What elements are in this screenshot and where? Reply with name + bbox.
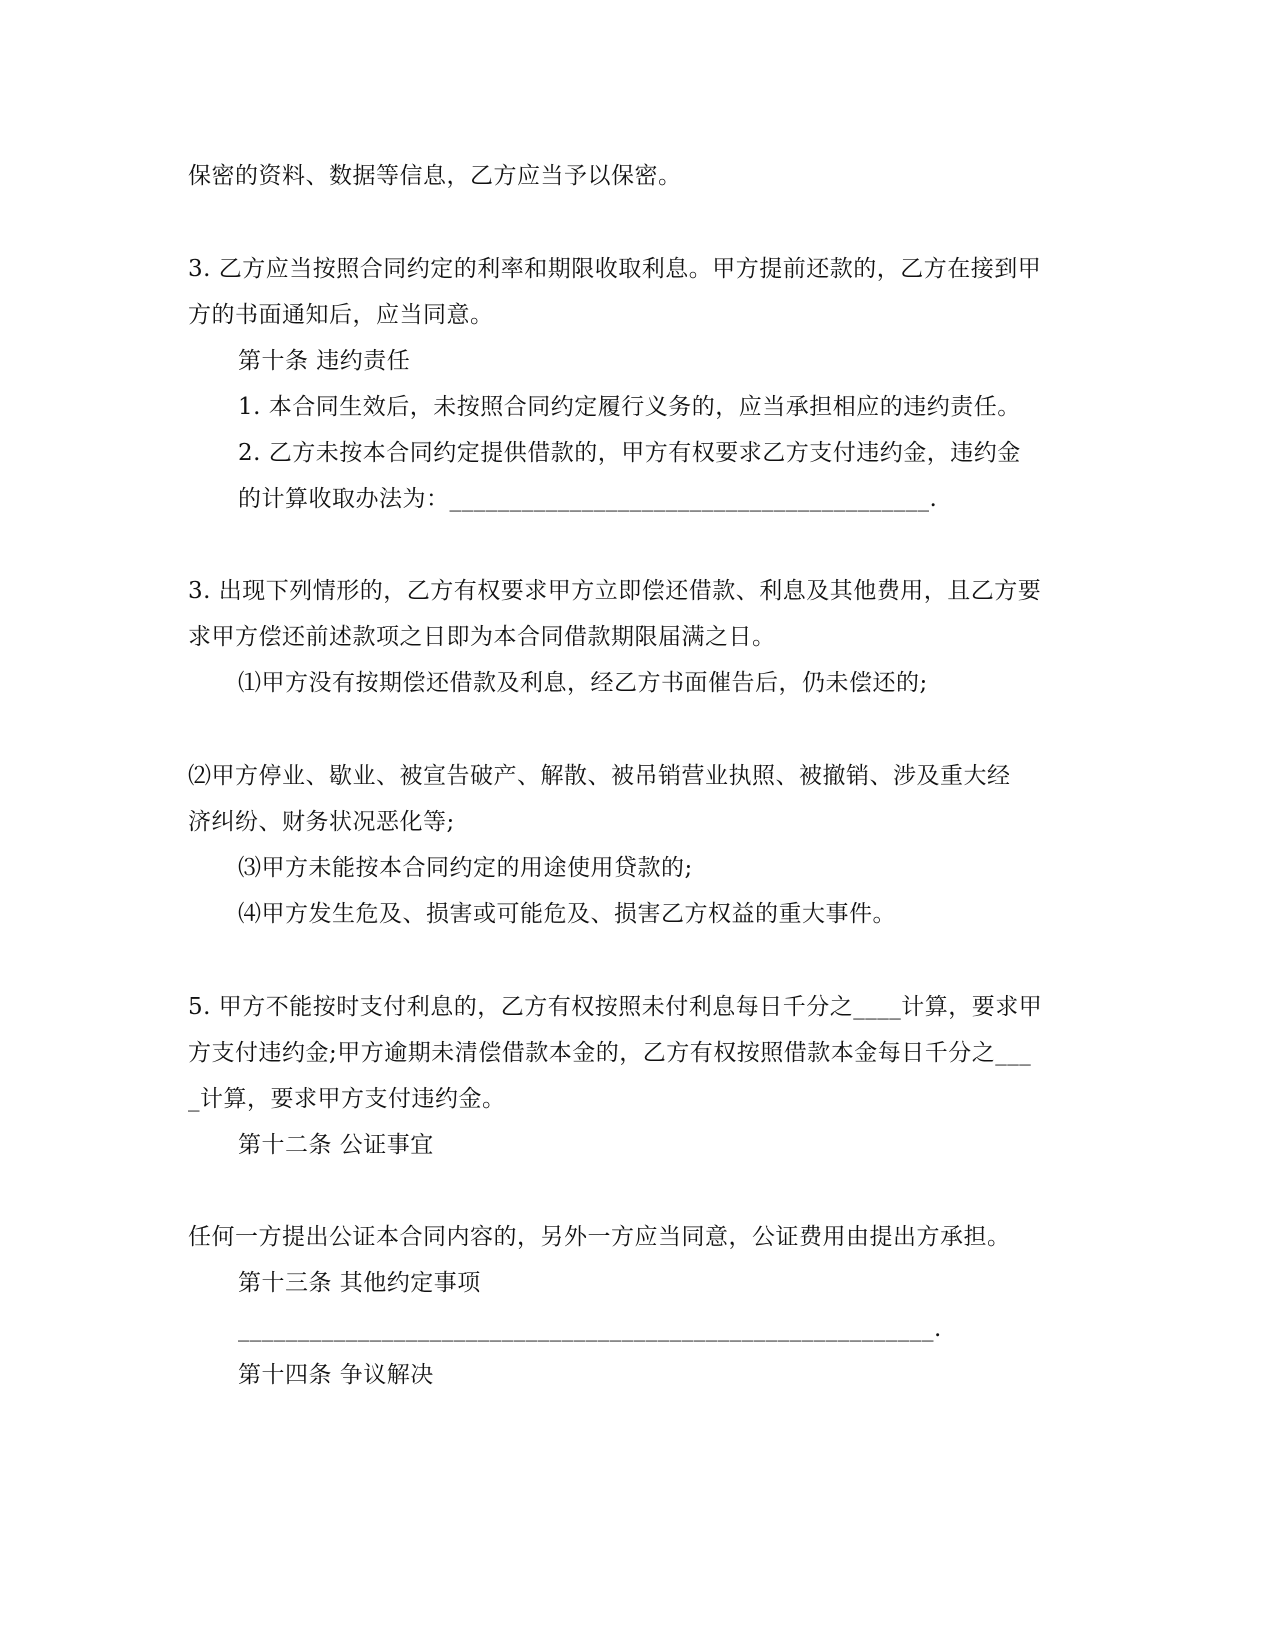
- text-line-clause-1-liability: 1. 本合同生效后，未按照合同约定履行义务的，应当承担相应的违约责任。: [238, 394, 1021, 420]
- text-line-notarization: 任何一方提出公证本合同内容的，另外一方应当同意，公证费用由提出方承担。: [188, 1224, 1011, 1250]
- text-line-penalty-method-blank: 的计算收取办法为：________________________________________.: [238, 486, 938, 512]
- text-line-maturity-date: 求甲方偿还前述款项之日即为本合同借款期限届满之日。: [188, 624, 776, 650]
- text-line-clause-2-penalty: 2. 乙方未按本合同约定提供借款的，甲方有权要求乙方支付违约金，违约金: [238, 440, 1021, 466]
- text-line-written-notice: 方的书面通知后，应当同意。: [188, 302, 494, 328]
- text-line-clause-5-late-interest: 5. 甲方不能按时支付利息的，乙方有权按照未付利息每日千分之____计算，要求甲: [188, 994, 1043, 1020]
- article-heading-14: 第十四条 争议解决: [238, 1362, 434, 1388]
- list-item-condition-3: ⑶甲方未能按本合同约定的用途使用贷款的;: [238, 855, 693, 881]
- article-heading-13: 第十三条 其他约定事项: [238, 1270, 481, 1296]
- list-item-condition-4: ⑷甲方发生危及、损害或可能危及、损害乙方权益的重大事件。: [238, 901, 896, 927]
- text-line-late-principal-cont: _计算，要求甲方支付违约金。: [188, 1086, 506, 1112]
- text-line-late-principal: 方支付违约金;甲方逾期未清偿借款本金的，乙方有权按照借款本金每日千分之___: [188, 1040, 1032, 1066]
- list-item-condition-2: ⑵甲方停业、歇业、被宣告破产、解散、被吊销营业执照、被撤销、涉及重大经: [188, 763, 1011, 789]
- text-line-confidentiality: 保密的资料、数据等信息，乙方应当予以保密。: [188, 163, 682, 189]
- list-item-condition-1: ⑴甲方没有按期偿还借款及利息，经乙方书面催告后，仍未偿还的;: [238, 670, 928, 696]
- text-line-clause-3-conditions: 3. 出现下列情形的，乙方有权要求甲方立即偿还借款、利息及其他费用，且乙方要: [188, 578, 1042, 604]
- article-heading-12: 第十二条 公证事宜: [238, 1132, 434, 1158]
- text-line-other-matters-blank: __________________________________________________________.: [238, 1316, 942, 1342]
- article-heading-10: 第十条 违约责任: [238, 348, 411, 374]
- list-item-condition-2-cont: 济纠纷、财务状况恶化等;: [188, 809, 455, 835]
- text-line-clause-3-interest: 3. 乙方应当按照合同约定的利率和期限收取利息。甲方提前还款的，乙方在接到甲: [188, 256, 1042, 282]
